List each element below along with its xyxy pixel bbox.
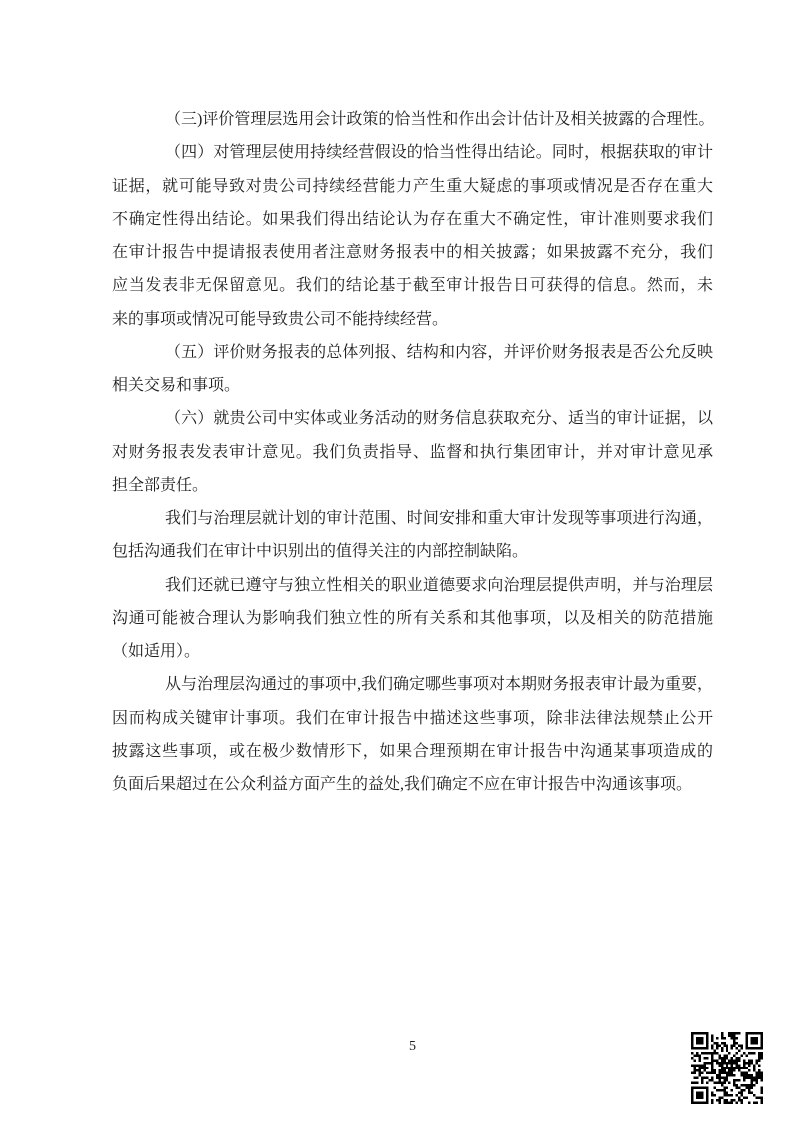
qr-code: [690, 1032, 764, 1104]
paragraph-line: 担全部责任。: [112, 476, 209, 494]
page-number: 5: [409, 1039, 416, 1054]
paragraph-line: 不确定性得出结论。如果我们得出结论认为存在重大不确定性，审计准则要求我们: [112, 210, 713, 228]
paragraph-line: （四）对管理层使用持续经营假设的恰当性得出结论。同时，根据获取的审计: [165, 144, 713, 162]
paragraph-line: （如适用）。: [112, 643, 201, 660]
paragraph-line: 从与治理层沟通过的事项中,我们确定哪些事项对本期财务报表审计最为重要，: [165, 676, 714, 694]
paragraph-line: 沟通可能被合理认为影响我们独立性的所有关系和其他事项，以及相关的防范措施: [112, 609, 713, 627]
paragraph-line: 我们还就已遵守与独立性相关的职业道德要求向治理层提供声明，并与治理层: [165, 576, 713, 594]
paragraph-line: 证据，就可能导致对贵公司持续经营能力产生重大疑虑的事项或情况是否存在重大: [112, 177, 713, 195]
paragraph-line: （五）评价财务报表的总体列报、结构和内容，并评价财务报表是否公允反映: [165, 343, 713, 361]
paragraph-line: 在审计报告中提请报表使用者注意财务报表中的相关披露；如果披露不充分，我们: [112, 244, 713, 261]
paragraph-line: （三)评价管理层选用会计政策的恰当性和作出会计估计及相关披露的合理性。: [165, 111, 715, 128]
paragraph-line: 我们与治理层就计划的审计范围、时间安排和重大审计发现等事项进行沟通，: [165, 510, 713, 527]
paragraph-line: 来的事项或情况可能导致贵公司不能持续经营。: [112, 310, 449, 328]
paragraph-line: 包括沟通我们在审计中识别出的值得关注的内部控制缺陷。: [112, 543, 529, 561]
paragraph-line: 因而构成关键审计事项。我们在审计报告中描述这些事项，除非法律法规禁止公开: [112, 709, 713, 727]
paragraph-line: （六）就贵公司中实体或业务活动的财务信息获取充分、适当的审计证据，以: [165, 410, 713, 428]
audit-report-text: [112, 103, 713, 801]
paragraph-line: 对财务报表发表审计意见。我们负责指导、监督和执行集团审计，并对审计意见承: [112, 443, 713, 461]
paragraph-line: 披露这些事项，或在极少数情形下，如果合理预期在审计报告中沟通某事项造成的: [112, 742, 713, 760]
paragraph-line: 负面后果超过在公众利益方面产生的益处,我们确定不应在审计报告中沟通该事项。: [112, 776, 693, 793]
paragraph-line: 相关交易和事项。: [112, 377, 241, 394]
paragraph-line: 应当发表非无保留意见。我们的结论基于截至审计报告日可获得的信息。然而，未: [112, 277, 713, 295]
